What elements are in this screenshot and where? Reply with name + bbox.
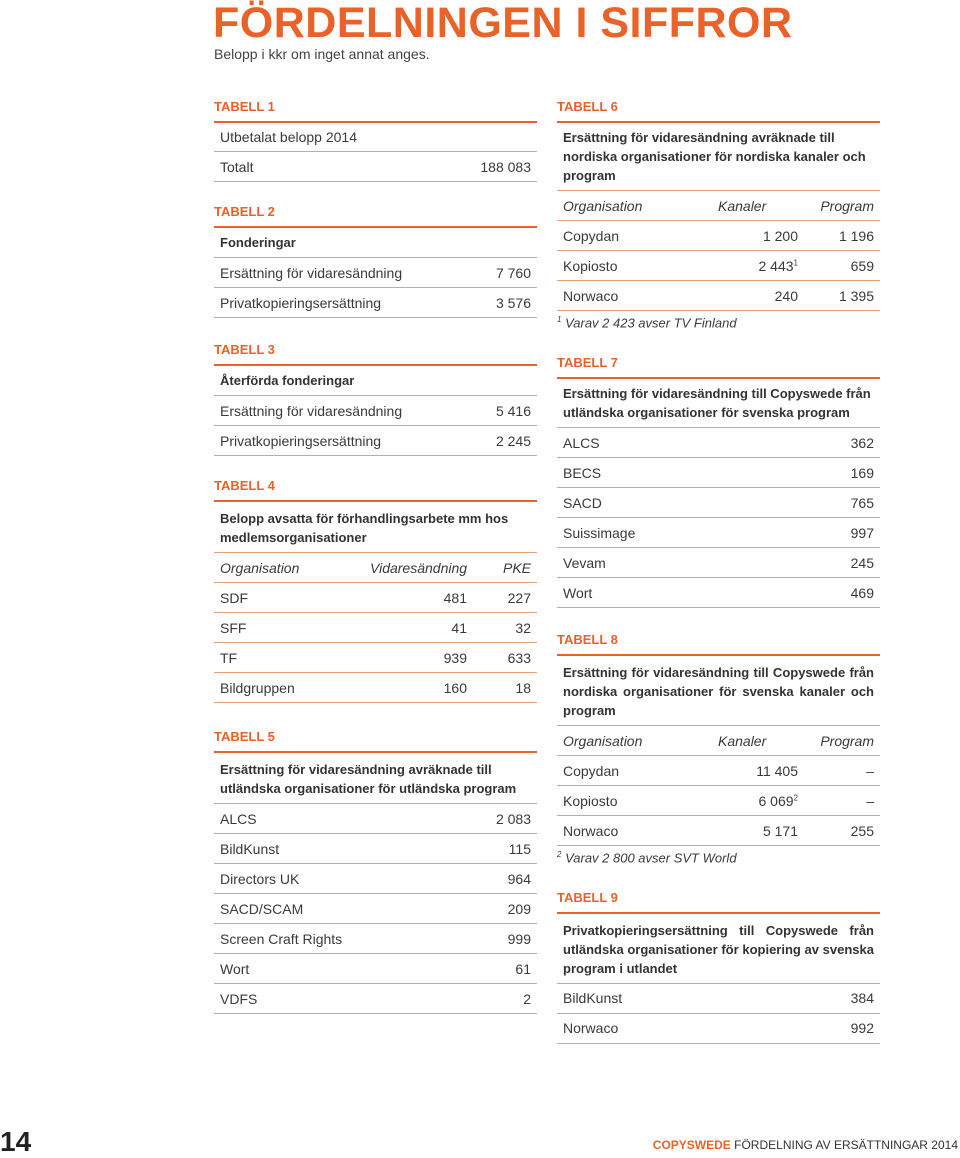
table-4 — [214, 476, 537, 703]
table-label: TABELL 1 — [214, 99, 275, 114]
table-row: BildKunst 384 — [557, 984, 880, 1014]
table-row: ALCS 362 — [557, 428, 880, 458]
table-title: Ersättning för vidaresändning avräknade till nordiska organisationer för nordiska kanaler och program — [557, 123, 880, 191]
table-1 — [214, 97, 537, 182]
table-label: TABELL 5 — [214, 729, 275, 744]
table-row: BildKunst 115 — [214, 834, 537, 864]
table-row: VDFS 2 — [214, 984, 537, 1014]
table-row: Privatkopieringsersättning 2 245 — [214, 426, 537, 456]
table-7 — [557, 353, 880, 608]
table-row: Bildgruppen 160 18 — [214, 673, 537, 703]
table-3 — [214, 340, 537, 456]
table-9 — [557, 888, 880, 1044]
table-row: Directors UK 964 — [214, 864, 537, 894]
table-row: Kopiosto 2 $443^1$ 659 — [557, 251, 880, 281]
table-row: Suissimage 997 — [557, 518, 880, 548]
table-title: Ersättning för vidaresändning till Copyswede från utländska organisationer för svenska program — [557, 379, 880, 428]
table-label: TABELL 3 — [214, 342, 275, 357]
table-row: SACD 765 — [557, 488, 880, 518]
table-label: TABELL 6 — [557, 99, 618, 114]
table-header-row: Organisation Kanaler Program — [557, 191, 880, 221]
page-number: 14 — [0, 1126, 32, 1157]
footnote: $^2$ Varav 2 800 avser SVT World — [557, 850, 737, 866]
table-header-row: Organisation Vidaresändning PKE — [214, 553, 537, 583]
table-row: Norwaco 5 171 255 — [557, 816, 880, 846]
table-title: Fonderingar — [214, 228, 537, 258]
table-row: Copydan 1 200 1 196 — [557, 221, 880, 251]
table-label: TABELL 2 — [214, 204, 275, 219]
table-row: Wort 469 — [557, 578, 880, 608]
table-row: Kopiosto 6 $069^2$ – — [557, 786, 880, 816]
table-row: Ersättning för vidaresändning 7 760 — [214, 258, 537, 288]
footer-text: FÖRDELNING AV ERSÄTTNINGAR — [734, 1138, 928, 1152]
page-footer — [653, 1138, 958, 1152]
table-row: SFF 41 32 — [214, 613, 537, 643]
right-column — [557, 97, 880, 1044]
table-row: SACD/SCAM 209 — [214, 894, 537, 924]
left-column — [214, 97, 537, 1014]
table-6 — [557, 97, 880, 330]
table-2 — [214, 202, 537, 318]
table-row: BECS 169 — [557, 458, 880, 488]
table-row: Norwaco 992 — [557, 1014, 880, 1044]
table-label: TABELL 4 — [214, 478, 275, 493]
table-8 — [557, 630, 880, 865]
table-row: Wort 61 — [214, 954, 537, 984]
table-title: Utbetalat belopp 2014 — [214, 123, 537, 152]
footer-brand: COPYSWEDE — [652, 1138, 731, 1152]
table-row: ALCS 2 083 — [214, 804, 537, 834]
page-subtitle: Belopp i kkr om inget annat anges. — [214, 46, 430, 62]
table-row: Totalt 188 083 — [214, 152, 537, 182]
footnote: $^1$ Varav 2 423 avser TV Finland — [557, 315, 737, 331]
table-row: Vevam 245 — [557, 548, 880, 578]
table-title: Ersättning för vidaresändning avräknade till utländska organisationer för utländska program — [214, 753, 537, 804]
table-row: Screen Craft Rights 999 — [214, 924, 537, 954]
table-row: Copydan 11 405 – — [557, 756, 880, 786]
table-title: Återförda fonderingar — [214, 366, 537, 396]
table-row: SDF 481 227 — [214, 583, 537, 613]
table-row: Norwaco 240 1 395 — [557, 281, 880, 311]
page-title: FÖRDELNINGEN I SIFFROR — [213, 0, 793, 47]
table-label: TABELL 8 — [557, 632, 618, 648]
table-header-row: Organisation Kanaler Program — [557, 726, 880, 756]
table-label: TABELL 9 — [557, 889, 618, 905]
table-5 — [214, 727, 537, 1014]
table-row: TF 939 633 — [214, 643, 537, 673]
table-title: Ersättning för vidaresändning till Copyswede från nordiska organisationer för svenska kanaler och program — [557, 656, 880, 726]
table-title: Privatkopieringsersättning till Copyswede från utländska organisationer för kopiering av svenska program i utlandet — [557, 914, 880, 984]
table-row: Privatkopieringsersättning 3 576 — [214, 288, 537, 318]
table-title: Belopp avsatta för förhandlingsarbete mm hos medlemsorganisationer — [214, 502, 537, 553]
table-row: Ersättning för vidaresändning 5 416 — [214, 396, 537, 426]
table-label: TABELL 7 — [557, 355, 618, 371]
footer-year: 2014 — [931, 1138, 958, 1152]
